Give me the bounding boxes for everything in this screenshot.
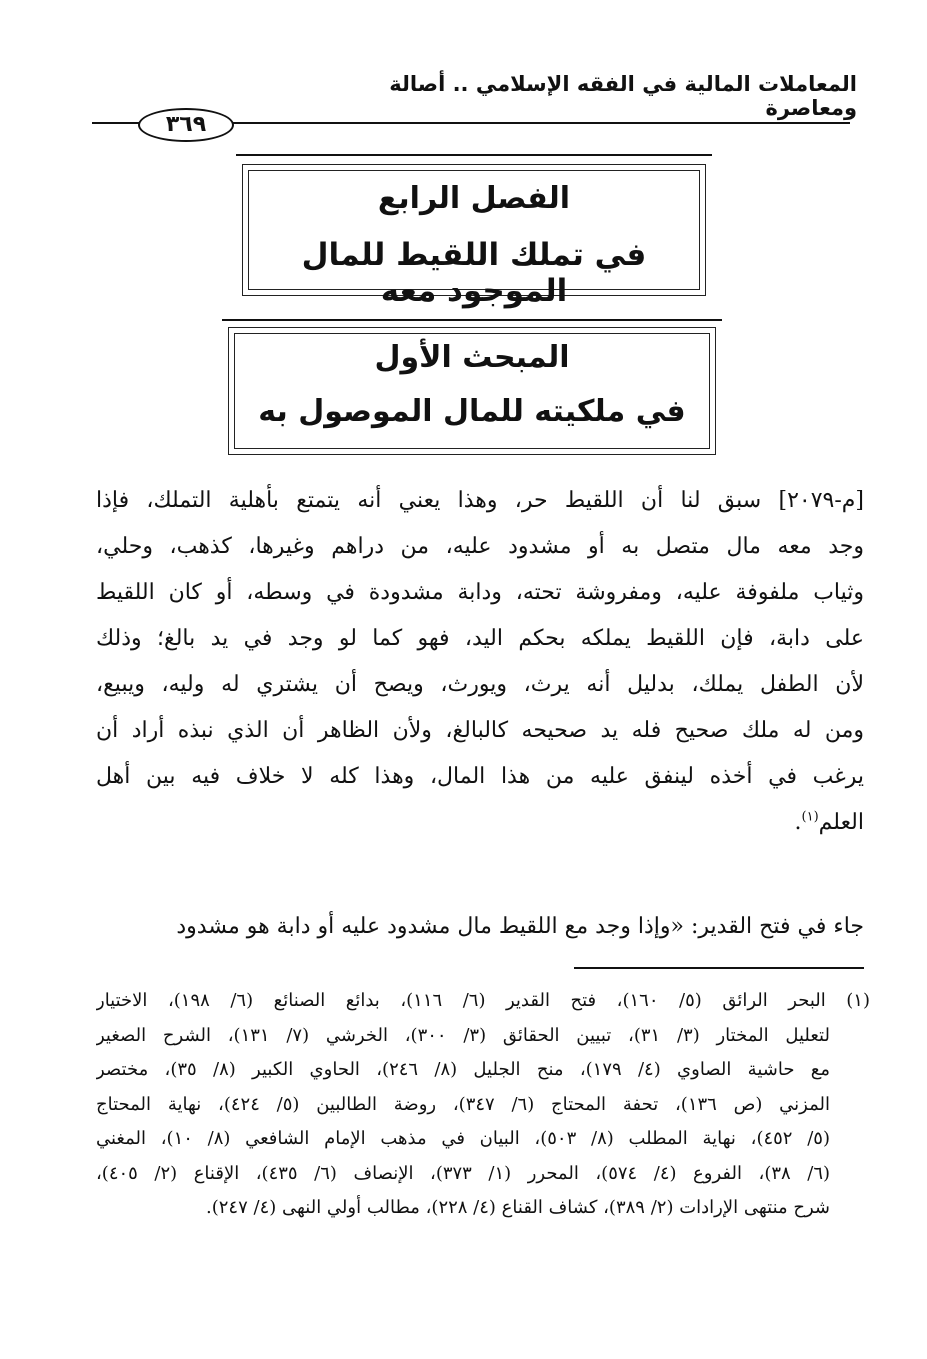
body-line: يرغب في أخذه لينفق عليه من هذا المال، وهذا كله لا خلاف فيه بين أهل bbox=[96, 764, 864, 789]
footnote-line-last: شرح منتهى الإرادات (٢/ ٣٨٩)، كشاف القناع (٤/ ٢٢٨)، مطالب أولي النهى (٤/ ٢٤٧). bbox=[206, 1197, 830, 1218]
footnotes bbox=[96, 984, 870, 1226]
page-number: ٣٦٩ bbox=[138, 108, 234, 142]
footnote-line: مع حاشية الصاوي (٤/ ١٧٩)، منح الجليل (٨/ ٢٤٦)، الحاوي الكبير (٨/ ٣٥)، مختصر bbox=[96, 1059, 830, 1080]
body-line: وثياب ملفوفة عليه، ومفروشة تحته، ودابة مشدودة في وسطه، أو كان اللقيط bbox=[96, 580, 864, 605]
footnote-line: (٦/ ٣٨)، الفروع (٤/ ٥٧٤)، المحرر (١/ ٣٧٣)، الإنصاف (٦/ ٤٣٥)، الإقناع (٢/ ٤٠٥)، bbox=[96, 1162, 830, 1184]
footnote-line: (٥/ ٤٥٢)، نهاية المطلب (٨/ ٥٠٣)، البيان في مذهب الإمام الشافعي (٨/ ١٠)، المغني bbox=[96, 1128, 830, 1149]
body-line: لأن الطفل يملك، بدليل أنه يرث، ويورث، ويصح أن يشتري له وليه، ويبيع، bbox=[96, 672, 864, 697]
chapter-title: الفصل الرابع bbox=[377, 181, 571, 216]
body-line: ومن له ملك صحيح فله يد صحيحه كالبالغ، ولأن الظاهر أن الذي نبذه أراد أن bbox=[96, 718, 864, 743]
running-header: المعاملات المالية في الفقه الإسلامي .. أصالة ومعاصرة bbox=[389, 72, 857, 120]
footnote-line: المزني (ص ١٣٦)، تحفة المحتاج (٦/ ٣٤٧)، روضة الطالبين (٥/ ٤٢٤)، نهاية المحتاج bbox=[96, 1093, 830, 1115]
chapter-heading-box bbox=[242, 164, 706, 309]
main-paragraph bbox=[96, 478, 864, 846]
section-heading-box bbox=[228, 327, 716, 455]
footnote-line: (١) البحر الرائق (٥/ ١٦٠)، فتح القدير (٦/ ١١٦)، بدائع الصنائع (٦/ ١٩٨)، الاختيار bbox=[96, 990, 870, 1011]
body-last-word: العلم bbox=[818, 810, 864, 835]
body-line-end-mark: . bbox=[794, 810, 802, 835]
footnote-separator bbox=[574, 967, 864, 969]
footnote-line: لتعليل المختار (٣/ ٣١)، تبيين الحقائق (٣/ ٣٠٠)، الخرشي (٧/ ١٣١)، الشرح الصغير bbox=[96, 1024, 830, 1046]
section-title: المبحث الأول bbox=[374, 340, 570, 375]
chapter-subtitle: في تملك اللقيط للمال الموجود معه bbox=[301, 237, 647, 309]
section-top-rule bbox=[222, 319, 722, 321]
body-line: [م-٢٠٧٩] سبق لنا أن اللقيط حر، وهذا يعني أنه يتمتع بأهلية التملك، فإذا bbox=[96, 488, 864, 513]
body-line: على دابة، فإن اللقيط يملكه بحكم اليد، فهو كما لو وجد في يد بالغ؛ وذلك bbox=[96, 626, 864, 651]
quote-paragraph-start: جاء في فتح القدير: «وإذا وجد مع اللقيط مال مشدود عليه أو دابة هو مشدود bbox=[176, 914, 864, 939]
body-line: وجد معه مال متصل به أو مشدود عليه، من دراهم وغيرها، كذهب، وحلي، bbox=[96, 534, 864, 559]
chapter-top-rule bbox=[236, 154, 712, 156]
body-line-last bbox=[96, 800, 864, 846]
section-subtitle: في ملكيته للمال الموصول به bbox=[258, 394, 686, 429]
footnote-reference: (١) bbox=[801, 809, 819, 825]
